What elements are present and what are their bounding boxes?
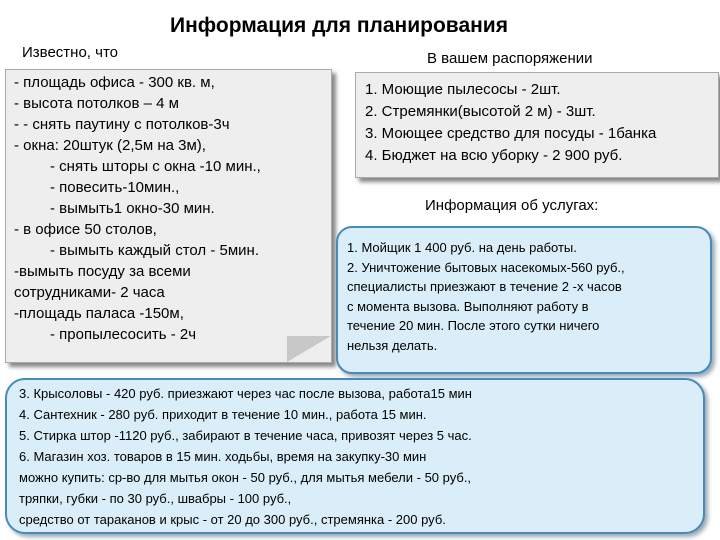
more-services-line: средство от тараканов и крыс - от 20 до 300 руб., стремянка - 200 руб. [19, 512, 446, 527]
disposal-line: 1. Моющие пылесосы - 2шт. [365, 81, 561, 98]
more-services-line: 4. Сантехник - 280 руб. приходит в течение 10 мин., работа 15 мин. [19, 407, 427, 422]
services-line: нельзя делать. [347, 338, 438, 353]
more-services-line: 3. Крысоловы - 420 руб. приезжают через час после вызова, работа15 мин [19, 386, 472, 401]
known-line: - площадь офиса - 300 кв. м, [14, 74, 215, 91]
services-panel [336, 226, 712, 374]
known-heading: Известно, что [22, 44, 118, 61]
more-services-line: можно купить: ср-во для мытья окон - 50 руб., для мытья мебели - 50 руб., [19, 470, 472, 485]
known-line: - - снять паутину с потолков-3ч [14, 116, 230, 133]
more-services-line: тряпки, губки - по 30 руб., швабры - 100 руб., [19, 491, 292, 506]
known-line: - в офисе 50 столов, [14, 221, 157, 238]
known-line: -вымыть посуду за всеми [14, 263, 191, 280]
services-heading: Информация об услугах: [425, 197, 599, 214]
disposal-line: 4. Бюджет на всю уборку - 2 900 руб. [365, 147, 623, 164]
known-line: - снять шторы с окна -10 мин., [50, 158, 261, 175]
known-facts-panel [5, 69, 332, 363]
more-services-line: 6. Магазин хоз. товаров в 15 мин. ходьбы, время на закупку-30 мин [19, 449, 427, 464]
known-line: -площадь паласа -150м, [14, 305, 184, 322]
more-services-line: 5. Стирка штор -1120 руб., забирают в течение часа, привозят через 5 час. [19, 428, 472, 443]
known-line: - окна: 20штук (2,5м на 3м), [14, 137, 206, 154]
known-line: - пропылесосить - 2ч [50, 326, 197, 343]
known-line: - вымыть каждый стол - 5мин. [50, 242, 259, 259]
services-line: 2. Уничтожение бытовых насекомых-560 руб., [347, 260, 625, 275]
disposal-line: 3. Моющее средство для посуды - 1банка [365, 125, 657, 142]
known-line: - высота потолков – 4 м [14, 95, 179, 112]
disposal-panel [355, 72, 719, 178]
services-line: специалисты приезжают в течение 2 -х часов [347, 279, 622, 294]
more-services-panel [5, 378, 705, 534]
services-line: течение 20 мин. После этого сутки ничего [347, 318, 600, 333]
page-curl [287, 336, 331, 362]
services-line: 1. Мойщик 1 400 руб. на день работы. [347, 240, 577, 255]
disposal-heading: В вашем распоряжении [427, 50, 593, 67]
disposal-line: 2. Стремянки(высотой 2 м) - 3шт. [365, 103, 596, 120]
services-line: с момента вызова. Выполняют работу в [347, 299, 589, 314]
known-line: - повесить-10мин., [50, 179, 180, 196]
known-line: сотрудниками- 2 часа [14, 284, 165, 301]
known-line: - вымыть1 окно-30 мин. [50, 200, 215, 217]
page-title: Информация для планирования [170, 14, 508, 37]
